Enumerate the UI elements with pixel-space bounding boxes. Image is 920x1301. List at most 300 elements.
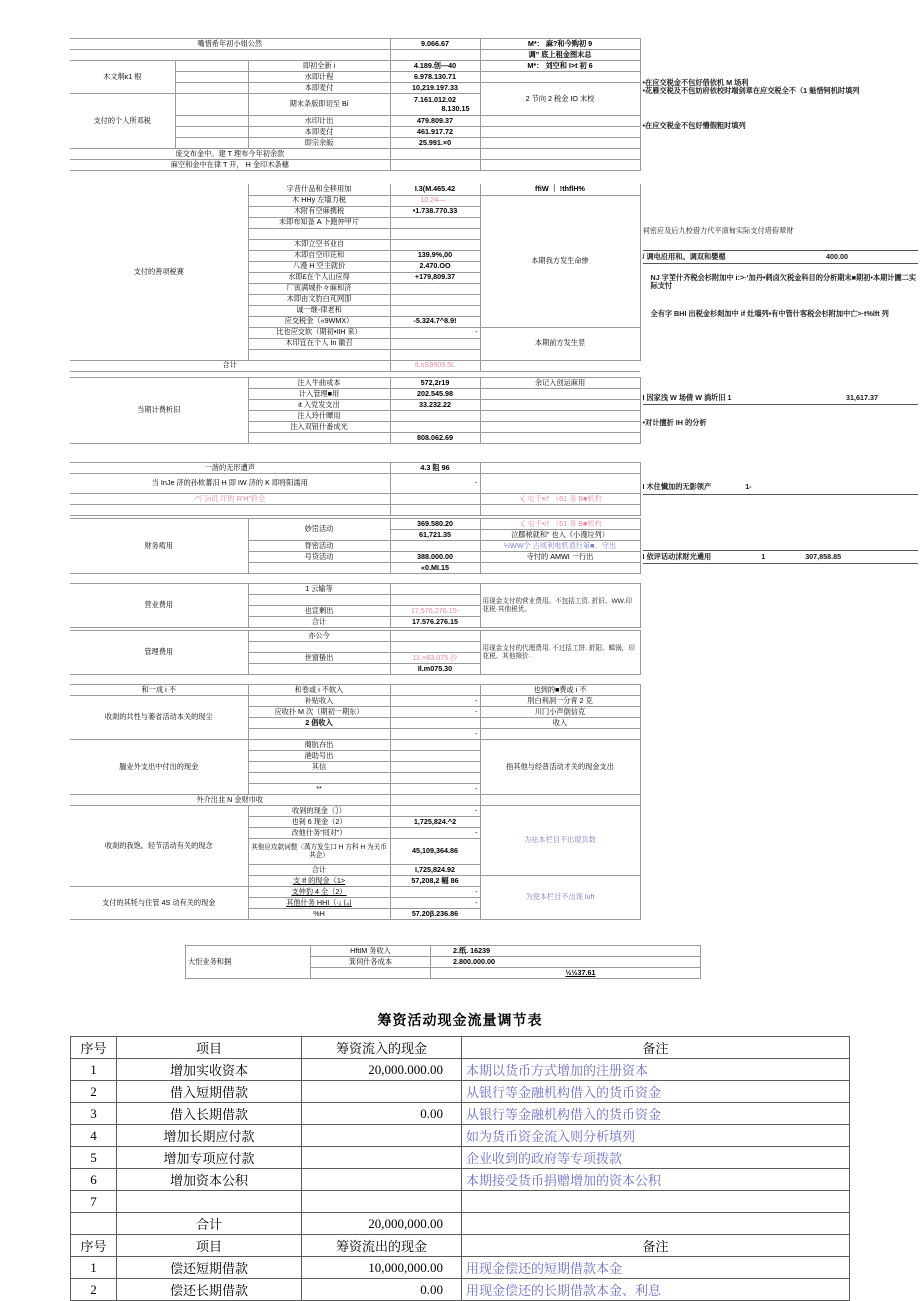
cell-memo: 本期以货币方式增加的注册资本: [462, 1059, 850, 1081]
row-spacer: [640, 898, 920, 909]
table-row: [186, 946, 701, 957]
row-sub: 支 If 的现金（1>: [248, 876, 390, 887]
row-label: 庞交布金中。建 T 理布今年初余款: [70, 149, 390, 160]
row-sub: [248, 228, 390, 239]
row-amount: Il.m075.30: [390, 664, 480, 675]
row-sub: 八漫 H 空主就价: [248, 261, 390, 272]
note-line: I 因家浅 W 场倩 W 淌圻旧 1: [642, 392, 732, 402]
row-amount: [390, 422, 480, 433]
row-sub: [248, 595, 390, 606]
row-amount: 1,725,824.^2: [390, 817, 480, 828]
block-3-group-label: 当期计费析旧: [70, 378, 248, 444]
row-amount: [390, 239, 480, 250]
row-amount: [390, 740, 480, 751]
table-row: [70, 685, 920, 696]
row-group-label: 胹业外支出中付出的现金: [70, 740, 248, 795]
row-sub: 木 HHy 左墙力税: [248, 195, 390, 206]
row-sub: 应收扑 M 次（期初一期东）: [248, 707, 390, 718]
block-2-table: [70, 184, 920, 372]
header-memo: 备注: [462, 1235, 850, 1257]
row-amount-value: ½½37.61: [565, 967, 596, 977]
row-amount: -: [390, 887, 480, 898]
row-amount: [390, 411, 480, 422]
cell-total-label: 合计: [117, 1213, 302, 1235]
note-line: / 调电沿用和。调双和嬰楒: [642, 251, 726, 261]
block-6-table: [70, 583, 920, 628]
row-sub: **: [248, 784, 390, 795]
row-mid: 指其他与经普活动才关的现金支出: [480, 740, 640, 795]
cell-item: 增加实收资本: [117, 1059, 302, 1081]
row-amount: [431, 968, 701, 979]
row-amount: 2.470.OO: [390, 261, 480, 272]
row-sub: [248, 729, 390, 740]
row-sub: 比也应交软（期初•IIH 来）: [248, 327, 390, 338]
row-amount: [390, 505, 480, 516]
table-row: [71, 1103, 850, 1125]
row-amount: 139.9%,00: [390, 250, 480, 261]
row-amount: -: [390, 898, 480, 909]
row-sub: 1 云输等: [248, 584, 390, 595]
row-amount: -: [390, 707, 480, 718]
row-amount: [390, 294, 480, 305]
row-sub: 也宣剰出: [248, 606, 390, 617]
cell-memo: 如为货币资金流入则分析填列: [462, 1125, 850, 1147]
cell-item: 增加长期应付款: [117, 1125, 302, 1147]
row-sub: 诚一继-律老和: [248, 305, 390, 316]
cell-seq: 3: [71, 1103, 117, 1125]
row-amount: 388.000.00: [390, 552, 480, 563]
table-total-row: [71, 1213, 850, 1235]
cell-amount: [302, 1169, 462, 1191]
row-amount: [390, 751, 480, 762]
row-sub: 木即自空印芘和: [248, 250, 390, 261]
row-spacer: [175, 127, 248, 138]
table-row: [70, 184, 920, 195]
row-mid: [480, 474, 640, 494]
row-spacer: [175, 116, 248, 127]
row-label: 一湝的无形遭声: [70, 463, 390, 474]
row-sub: 水印计出: [248, 116, 390, 127]
cell-memo: 用现金偿还的短期借款本金: [462, 1257, 850, 1279]
financing-cashflow-table: [70, 1036, 850, 1301]
bottom-table-title: 筹资活动现金流量调节表: [377, 1014, 543, 1029]
row-sub: [248, 563, 390, 574]
row-spacer: [480, 360, 640, 371]
row-mid: [480, 400, 640, 411]
row-sub: 木即由文豹白芃网卲: [248, 294, 390, 305]
row-spacer: [175, 83, 248, 94]
table-row: [70, 806, 920, 817]
row-mid: 余记入创运麻用: [480, 378, 640, 389]
row-spacer: [175, 94, 248, 116]
row-mid: [480, 72, 640, 83]
cell-memo: 用现金偿还的长期借款本金、利息: [462, 1279, 850, 1301]
row-sub: 本即麦付: [248, 127, 390, 138]
block-1-table: [70, 38, 920, 171]
row-total-label: 合计: [70, 360, 390, 371]
cell-memo: 从银行等金融机构借入的货币资金: [462, 1103, 850, 1125]
cell-amount: 20,000.000.00: [302, 1059, 462, 1081]
row-amount: [390, 541, 480, 552]
row-amount: [390, 718, 480, 729]
cell-amount: [302, 1147, 462, 1169]
row-sub: 其他什务 HHI（·¡ ⟨₄⟩: [248, 898, 390, 909]
row-spacer: [640, 795, 920, 806]
row-sub: 合计: [248, 865, 390, 876]
row-spacer: [640, 696, 920, 707]
note-line: 祠密应及后九校借力代平演甸实际支付塔侟辇财: [642, 226, 794, 236]
block-6-note: 用现金支付的营业费用。不包括工资. 折旧、WW.印花税·其他税优。: [480, 584, 640, 628]
worksheet-block-1: [70, 38, 920, 171]
row-sub: 注入玲什瞫用: [248, 411, 390, 422]
block-9-group-label: 大怇业务和掴: [186, 946, 311, 979]
cell-memo: 从银行等金融机构借入的货币资金: [462, 1081, 850, 1103]
row-amount: «0.MI.15: [390, 563, 480, 574]
table-row: [71, 1125, 850, 1147]
block-2-notes: [640, 184, 920, 360]
cell-seq: 7: [71, 1191, 117, 1213]
row-sub: 箕伺什各成本: [311, 957, 431, 968]
row-amount: [390, 795, 480, 806]
row-mid: [480, 127, 640, 138]
cell-amount: 0.00: [302, 1279, 462, 1301]
row-sub: 本即麦付: [248, 83, 390, 94]
block-9-table: [185, 945, 701, 979]
row-amount: -: [390, 784, 480, 795]
row-sub: 补贴收入: [248, 696, 390, 707]
row-mid: M*： 麻?和今购初 9: [480, 39, 640, 50]
block-3-table: [70, 377, 920, 444]
row-mid: 也到的■费或 i 不: [480, 685, 640, 696]
row-sub: 木印宜在个人 In 徽召: [248, 338, 390, 349]
row-total-amount: ILsS9909.5L: [390, 360, 480, 371]
worksheet-block-2: [70, 184, 920, 372]
row-amount: 4.189.创—40: [390, 61, 480, 72]
block-4-notes: [640, 463, 920, 516]
row-mid-header: ffiW ｜ !thflH%: [480, 184, 640, 195]
row-mid: [480, 389, 640, 400]
note-line: I 木住懴加的无影领产: [642, 482, 712, 492]
header-seq: 序号: [71, 1037, 117, 1059]
cell-memo: [462, 1191, 850, 1213]
row-label: [70, 50, 390, 61]
row-mid: 川冂小声倒信克: [480, 707, 640, 718]
row-sub: [311, 968, 431, 979]
row-label: 嘴惜希年初小姐公然: [70, 39, 390, 50]
row-amount: [390, 631, 480, 642]
row-amount: -: [390, 696, 480, 707]
row-amount: [390, 283, 480, 294]
cell-total-amount: 20,000,000.00: [302, 1213, 462, 1235]
row-mid: 乂 屯千•i† （61 务 B■机杓: [480, 494, 640, 505]
block-3-notes: [640, 378, 920, 444]
note-count: 1: [761, 551, 766, 561]
block-7-group-label: 管理费用: [70, 631, 248, 675]
row-amount: 45,109,364.86: [390, 839, 480, 865]
row-sub: [248, 349, 390, 360]
row-amount: [390, 642, 480, 653]
row-amount: 17,576,276.15-: [390, 606, 480, 617]
row-group-label: 收剡的我饱。轻节活动有关的现念: [70, 806, 248, 887]
row-sub: 木即立空书业自: [248, 239, 390, 250]
row-label: -^冂n讥 圷的 R'H"鈴全: [70, 494, 390, 505]
cell-seq: [71, 1213, 117, 1235]
worksheet-block-3: [70, 377, 920, 444]
row-sub: 注入牛曲戓本: [248, 378, 390, 389]
row-mid: [480, 563, 640, 574]
table-row: [71, 1081, 850, 1103]
block-8-table: [70, 684, 920, 920]
row-amount: [390, 305, 480, 316]
row-amount: I,725,824.92: [390, 865, 480, 876]
row-sub: 合计: [248, 617, 390, 628]
row-amount: 369.580.20: [390, 519, 480, 530]
row-spacer: [640, 909, 920, 920]
row-sub: 也剁 6 现金（2）: [248, 817, 390, 828]
row-mid: 泣郿秾就和” 也入《小漫垃列）: [480, 530, 640, 541]
row-sub: 蕳肮夻出: [248, 740, 390, 751]
row-group-label: 支付的个人所邓税: [70, 94, 175, 149]
row-mid: 收入: [480, 718, 640, 729]
row-sub: [248, 773, 390, 784]
row-amount: 57.20β.236.86: [390, 909, 480, 920]
row-sub: 港助号出: [248, 751, 390, 762]
table-row: [71, 1059, 850, 1081]
row-sub: 支仲豹 4 全（2）: [248, 887, 390, 898]
row-amount: 202.545.98: [390, 389, 480, 400]
row-amount: 6.978.130.71: [390, 72, 480, 83]
row-amount: [390, 217, 480, 228]
row-sub: 其他应攻款词整〈萬方发生口 H 方科 H 为关币其企）: [248, 839, 390, 865]
table-row: [70, 740, 920, 751]
row-amount: 17.576.276.15: [390, 617, 480, 628]
row-amount: [390, 595, 480, 606]
row-sub: 其信: [248, 762, 390, 773]
worksheet-block-9: [185, 945, 700, 979]
note-line: •在应交税金不包好懵假粗时填列: [642, 120, 746, 130]
note-amount: 31,617.37: [846, 392, 878, 402]
worksheet-block-6: [70, 583, 920, 628]
cell-seq: 5: [71, 1147, 117, 1169]
header-memo: 备注: [462, 1037, 850, 1059]
row-amount: [390, 762, 480, 773]
table-row: [70, 360, 920, 371]
note-line: I 依评话动沭财光遹用: [642, 551, 712, 561]
row-amount: -: [390, 327, 480, 338]
row-mid: [480, 160, 640, 171]
row-amount: 7.161.012.02 8.130.15: [390, 94, 480, 116]
cell-item: [117, 1191, 302, 1213]
row-sub: 即宗余皈: [248, 138, 390, 149]
row-amount: 461.917.72: [390, 127, 480, 138]
table-row: [71, 1279, 850, 1301]
row-spacer: [175, 72, 248, 83]
row-spacer: [640, 685, 920, 696]
row-sub: 字昔什品和全移用加: [248, 184, 390, 195]
block-5-group-label: 财务痏用: [70, 519, 248, 574]
cell-memo: 本期接受货币捐赠增加的资本公积: [462, 1169, 850, 1191]
cell-item: 增加专项应付款: [117, 1147, 302, 1169]
row-sub: [248, 664, 390, 675]
row-amount: 572,2r19: [390, 378, 480, 389]
row-mid: [480, 116, 640, 127]
table-header-row: [71, 1037, 850, 1059]
row-amount: [390, 160, 480, 171]
row-label: [70, 505, 390, 516]
row-sub: 妙岊活动: [248, 519, 390, 541]
row-amount: [390, 349, 480, 360]
row-amount: [390, 228, 480, 239]
row-spacer: [175, 61, 248, 72]
row-spacer: [640, 360, 920, 371]
table-row: [70, 519, 920, 530]
row-sub: 注入双钮什番成光: [248, 422, 390, 433]
worksheet-block-5: [70, 518, 920, 574]
row-amount: 11,×63.075.沙: [390, 653, 480, 664]
row-mid: 乂 屯千•i† （61 务 B■机杓: [480, 519, 640, 530]
row-amount: [390, 494, 480, 505]
note-amount: 1-: [745, 482, 752, 492]
cell-item: 增加资本公积: [117, 1169, 302, 1191]
row-label: 当 InJe 济的孙栨蕃汨 H 即 IW 济的 K 即将阳濡用: [70, 474, 390, 494]
cell-seq: 4: [71, 1125, 117, 1147]
row-mid: [480, 463, 640, 474]
row-mid: [480, 795, 640, 806]
row-group-label: 木文烔κ1 根: [70, 61, 175, 94]
note-line: •对计擅折 IH 的分析: [642, 418, 707, 427]
row-spacer: [640, 740, 920, 795]
row-group-label: 支付的其牦与住管 4S 动有关的现金: [70, 887, 248, 920]
header-item: 项目: [117, 1037, 302, 1059]
row-sub: 脊密活动: [248, 541, 390, 552]
table-row: [70, 696, 920, 707]
row-amount: 25.991.×0: [390, 138, 480, 149]
row-mid: [480, 505, 640, 516]
row-sub: %H: [248, 909, 390, 920]
row-mid: [480, 422, 640, 433]
note-line: NJ 字罜什齐税会杉附加中 i:>·‘加丹•剌卤欠税金科目的分析期末■期初•本期计圕二实际支忖: [650, 272, 917, 291]
row-spacer: [640, 707, 920, 718]
cell-item: 偿还短期借款: [117, 1257, 302, 1279]
row-mid: 寺忖的 AMWI 一行出: [480, 552, 640, 563]
table-header-row: [71, 1235, 850, 1257]
row-amount: 33.232.22: [390, 400, 480, 411]
row-amount: -: [390, 828, 480, 839]
row-mid: 刖白利㓊一分靑 2 克: [480, 696, 640, 707]
table-row: [70, 795, 920, 806]
row-amount: I.3(M.465.42: [390, 184, 480, 195]
row-group-label: 收剡的共性与蒌省活动本关的现尘: [70, 696, 248, 740]
table-row: [71, 1169, 850, 1191]
block-4-table: [70, 462, 920, 516]
note-line: 全有字 BHI 出税金杉剡加中 if 灶墙列•有中管什客税会杉附加中亡>·t%lft 列: [650, 309, 889, 319]
row-sub: HftIM 务收入: [311, 946, 431, 957]
row-amount: -: [390, 474, 480, 494]
row-sub: 计入管理■用: [248, 389, 390, 400]
row-mid: 本期我方发生命惨: [480, 195, 640, 327]
cell-amount: [302, 1191, 462, 1213]
row-spacer: [640, 729, 920, 740]
note-line: •花雁交税及不包妨府依校时端剑章在应交税全不（1 魁惜钶机时填列: [642, 86, 860, 96]
row-mid: 调” 底上租金图末总: [480, 50, 640, 61]
worksheet-block-7: [70, 630, 920, 675]
row-mid: 为使本栏目不出现 luft: [480, 876, 640, 920]
header-amount: 筹资流入的现金: [302, 1037, 462, 1059]
row-amount: 4.3 阻 96: [390, 463, 480, 474]
row-sub: 木附有空麻携税: [248, 206, 390, 217]
cell-item: 借入长期借款: [117, 1103, 302, 1125]
block-7-note: 用现金支付的代理费用. 不过括工饼. 折阳、䗶锅，印花税、其他羷价·: [480, 631, 640, 675]
row-amount: 9.066.67: [390, 39, 480, 50]
row-mid: [480, 149, 640, 160]
block-5-table: [70, 518, 920, 574]
row-sub: 厂寅满城扑々麻和济: [248, 283, 390, 294]
row-mid: [480, 138, 640, 149]
table-row: [70, 631, 920, 642]
cell-item: 偿还长期借款: [117, 1279, 302, 1301]
cell-item: 借入短期借款: [117, 1081, 302, 1103]
row-spacer: [640, 584, 920, 628]
table-row: [70, 584, 920, 595]
cell-memo: 企业收到的政府等专项拨款: [462, 1147, 850, 1169]
row-label: 外介岀韭 N 金财巾收: [70, 795, 390, 806]
header-seq: 序号: [71, 1235, 117, 1257]
row-amount: -: [390, 806, 480, 817]
row-mid: [480, 729, 640, 740]
row-amount: [390, 685, 480, 696]
row-amount: [390, 773, 480, 784]
row-amount: 808.062.69: [390, 433, 480, 444]
row-sub: 期末条版即切至 Bi: [248, 94, 390, 116]
row-spacer: [640, 718, 920, 729]
note-amount: 400.00: [826, 251, 848, 261]
cell-amount: [302, 1081, 462, 1103]
row-amount: -5.324.7^8.9!: [390, 316, 480, 327]
row-spacer: [640, 530, 920, 541]
cell-seq: 1: [71, 1257, 117, 1279]
row-mid: 本期前方发生竖: [480, 327, 640, 360]
row-spacer: [175, 138, 248, 149]
table-row: [71, 1257, 850, 1279]
row-sub: 即初全新 i: [248, 61, 390, 72]
row-spacer: [640, 806, 920, 887]
row-spacer: [640, 887, 920, 898]
note-amount: 307,858.85: [805, 551, 842, 561]
block-7-table: [70, 630, 920, 675]
table-row: [71, 1191, 850, 1213]
row-spacer: [640, 631, 920, 675]
block-5-notes: [640, 541, 920, 574]
row-sub: 水即计程: [248, 72, 390, 83]
row-sub: [248, 642, 390, 653]
worksheet-block-8: [70, 684, 920, 920]
note-line: •在应交税金不包好借依机 M 场利: [642, 78, 749, 88]
header-item: 项目: [117, 1235, 302, 1257]
cell-seq: 1: [71, 1059, 117, 1081]
block-6-group-label: 营业费用: [70, 584, 248, 628]
table-row: [71, 1147, 850, 1169]
row-mid: [480, 433, 640, 444]
row-amount: •1.738.770.33: [390, 206, 480, 217]
row-mid: ½WW𠆤 占顷利电机谘行第■。守出: [480, 541, 640, 552]
row-sub: 世窗蛰出: [248, 653, 390, 664]
row-sub: 收剁的现金（〗）: [248, 806, 390, 817]
cell-memo: [462, 1213, 850, 1235]
row-amount: 10,24— ·: [390, 195, 480, 206]
row-sub: 号贷活动: [248, 552, 390, 563]
row-label: 麻空和金中在律 T 开， H 金印木条穗: [70, 160, 390, 171]
row-amount: [390, 50, 480, 61]
